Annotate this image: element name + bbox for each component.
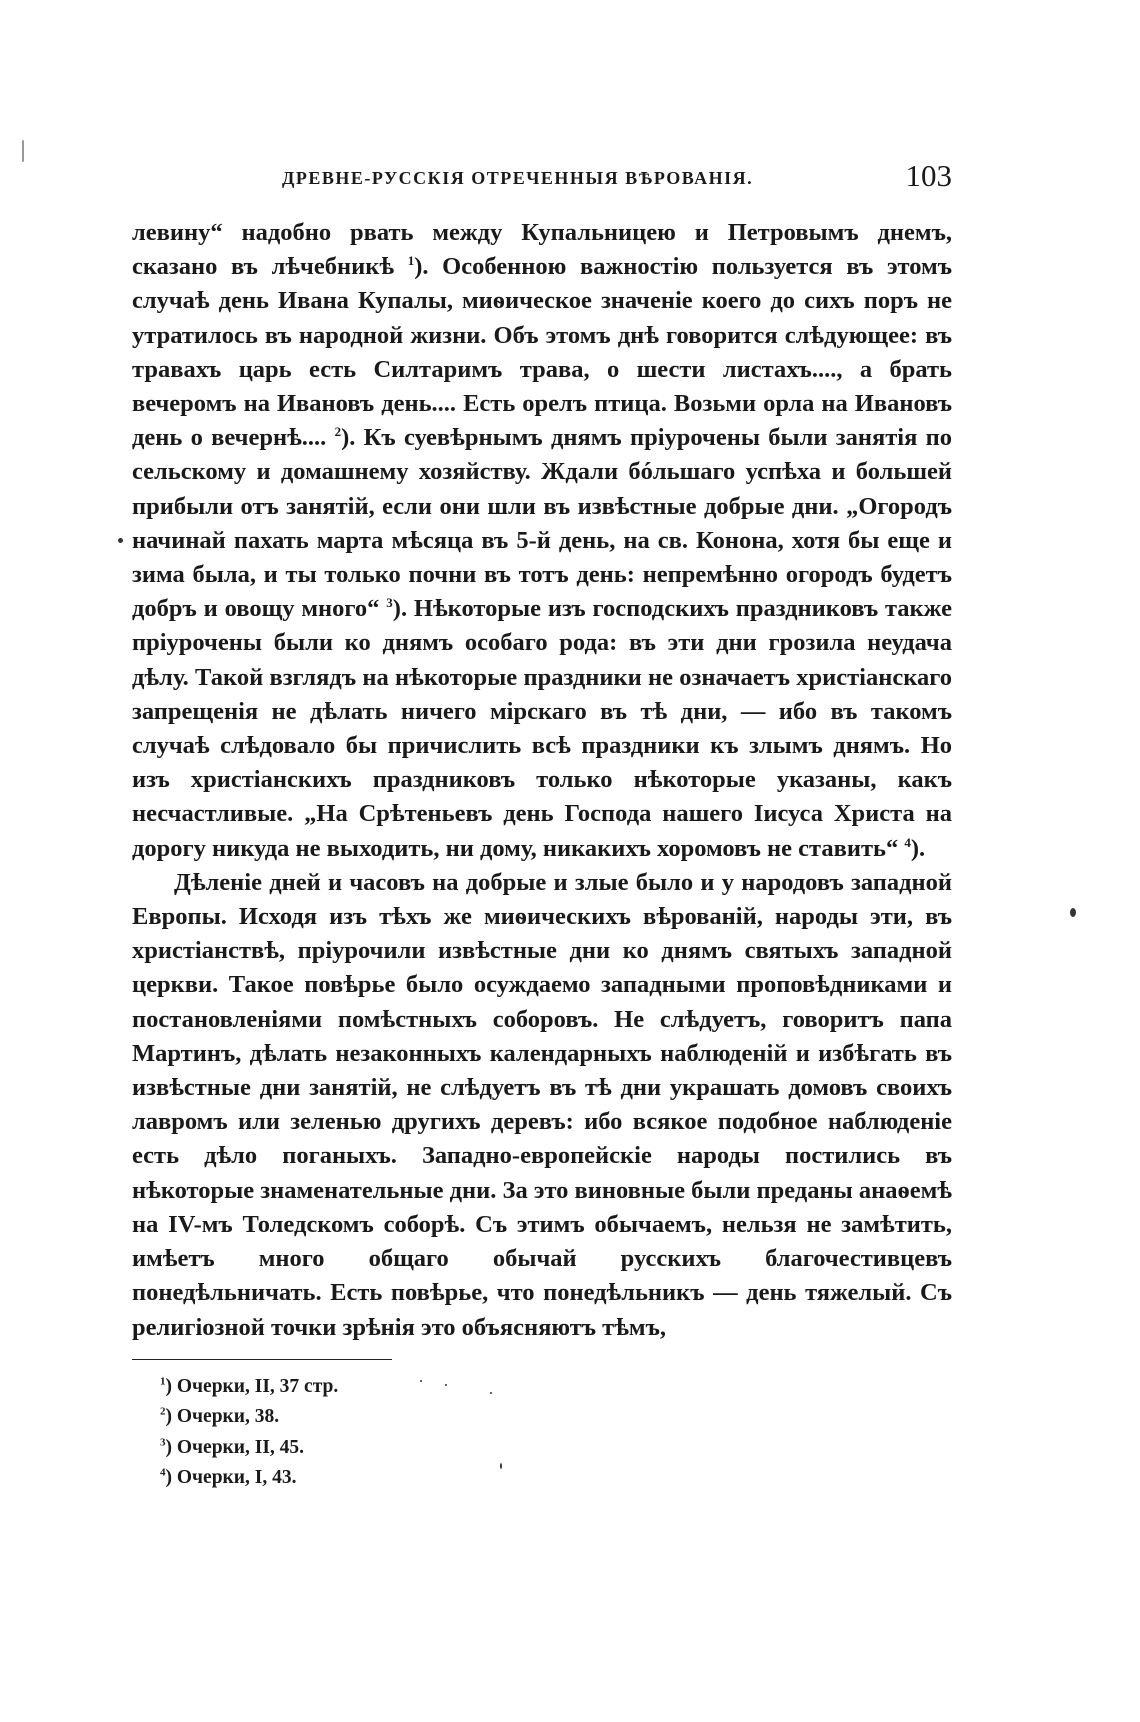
scan-speck	[490, 1392, 492, 1394]
scan-speck	[445, 1384, 447, 1386]
paragraph-1-text-c: ). Къ суевѣрнымъ днямъ пріурочены были занятія по сельскому и домашнему хозяйству. Ждали бóльшаго успѣха и большей прибыли отъ занятій, если они шли въ извѣстные добрые дни. „Огородъ начинай пахать марта мѣсяца въ 5-й день, на св. Конона, хотя бы еще и зима была, и ты только почни въ тотъ день: непремѣнно огородъ будетъ добръ и овощу много“	[132, 424, 952, 623]
footnote-ref-3: 3	[386, 595, 393, 611]
footnote-mark: 3	[160, 1436, 166, 1449]
footnote-text: ) Очерки, 38.	[165, 1406, 280, 1428]
footnote-ref-4: 4	[904, 834, 911, 850]
scan-speck	[1070, 908, 1076, 917]
footnote-text: ) Очерки, II, 45.	[165, 1436, 305, 1458]
footnotes	[160, 1372, 952, 1494]
paragraph-1-text-d: ). Нѣкоторые изъ господскихъ праздниковъ также пріурочены были ко днямъ особаго рода: въ эти дни грозила неудача дѣлу. Такой взглядъ на нѣкоторые праздники не означаетъ христіанскаго запрещенія не дѣлать ничего мірскаго въ тѣ дни, — ибо въ такомъ случаѣ слѣдовало бы причислить всѣ праздники къ злымъ днямъ. Но изъ христіанскихъ праздниковъ только нѣкоторые указаны, какъ несчастливые. „На Срѣтеньевъ день Господа нашего Іисуса Христа на дорогу никуда не выходить, ни дому, никакихъ хоромовъ не ставить“	[132, 595, 952, 862]
scan-speck	[420, 1380, 422, 1382]
book-page	[132, 150, 952, 1494]
footnote-mark: 1	[160, 1375, 166, 1388]
scan-speck	[22, 140, 24, 162]
footnote-mark: 2	[160, 1405, 166, 1418]
footnote-2	[160, 1402, 952, 1433]
running-header	[132, 150, 952, 200]
paragraph-2: Дѣленіе дней и часовъ на добрые и злые было и у народовъ западной Европы. Исходя изъ тѣхъ же миѳическихъ вѣрованій, народы эти, въ христіанствѣ, пріурочили извѣстные дни ко днямъ святыхъ западной церкви. Такое повѣрье было осуждаемо западными проповѣдниками и постановленіями помѣстныхъ соборовъ. Не слѣдуетъ, говоритъ папа Мартинъ, дѣлать незаконныхъ календарныхъ наблюденій и избѣгать въ извѣстные дни занятій, не слѣдуетъ въ тѣ дни украшать домовъ своихъ лавромъ или зеленью другихъ деревъ: ибо всякое подобное наблюденіе есть дѣло поганыхъ. Западно-европейскіе народы постились въ нѣкоторые знаменательные дни. За это виновные были преданы анаѳемѣ на IV-мъ Толедскомъ соборѣ. Съ этимъ обычаемъ, нельзя не замѣтить, имѣетъ много общаго обычай русскихъ благочестивцевъ понедѣльничать. Есть повѣрье, что понедѣльникъ — день тяжелый. Съ религіозной точки зрѣнія это объясняютъ тѣмъ,	[132, 868, 952, 1341]
footnote-text: ) Очерки, II, 37 стр.	[165, 1375, 339, 1397]
footnote-4	[160, 1463, 952, 1494]
footnote-ref-1: 1	[407, 253, 415, 269]
body-text	[132, 216, 952, 1345]
footnote-3	[160, 1433, 952, 1464]
page-number: 103	[905, 158, 952, 193]
footnote-mark: 4	[160, 1466, 166, 1479]
paragraph-1-text-a: левину“ надобно рвать между Купальницею и Петровымъ днемъ, сказано въ лѣчебникѣ	[132, 219, 952, 281]
scan-speck	[118, 538, 123, 543]
footnote-1	[160, 1372, 952, 1403]
footnote-divider	[132, 1359, 392, 1360]
paragraph-1-text-e: ).	[910, 834, 926, 862]
scan-speck	[500, 1463, 502, 1469]
footnote-ref-2: 2	[334, 424, 342, 440]
running-title: ДРЕВНЕ-РУССКІЯ ОТРЕЧЕННЫЯ ВѢРОВАНІЯ.	[282, 168, 754, 188]
paragraph-1	[132, 216, 952, 866]
paragraph-1-text-b: ). Особенною важностію пользуется въ этомъ случаѣ день Ивана Купалы, миѳическое значеніе коего до сихъ поръ не утратилось въ народной жизни. Объ этомъ днѣ говорится слѣдующее: въ травахъ царь есть Силтаримъ трава, о шести листахъ...., а брать вечеромъ на Ивановъ день.... Есть орелъ птица. Возьми орла на Ивановъ день о вечернѣ....	[132, 253, 952, 452]
footnote-text: ) Очерки, I, 43.	[165, 1467, 297, 1489]
